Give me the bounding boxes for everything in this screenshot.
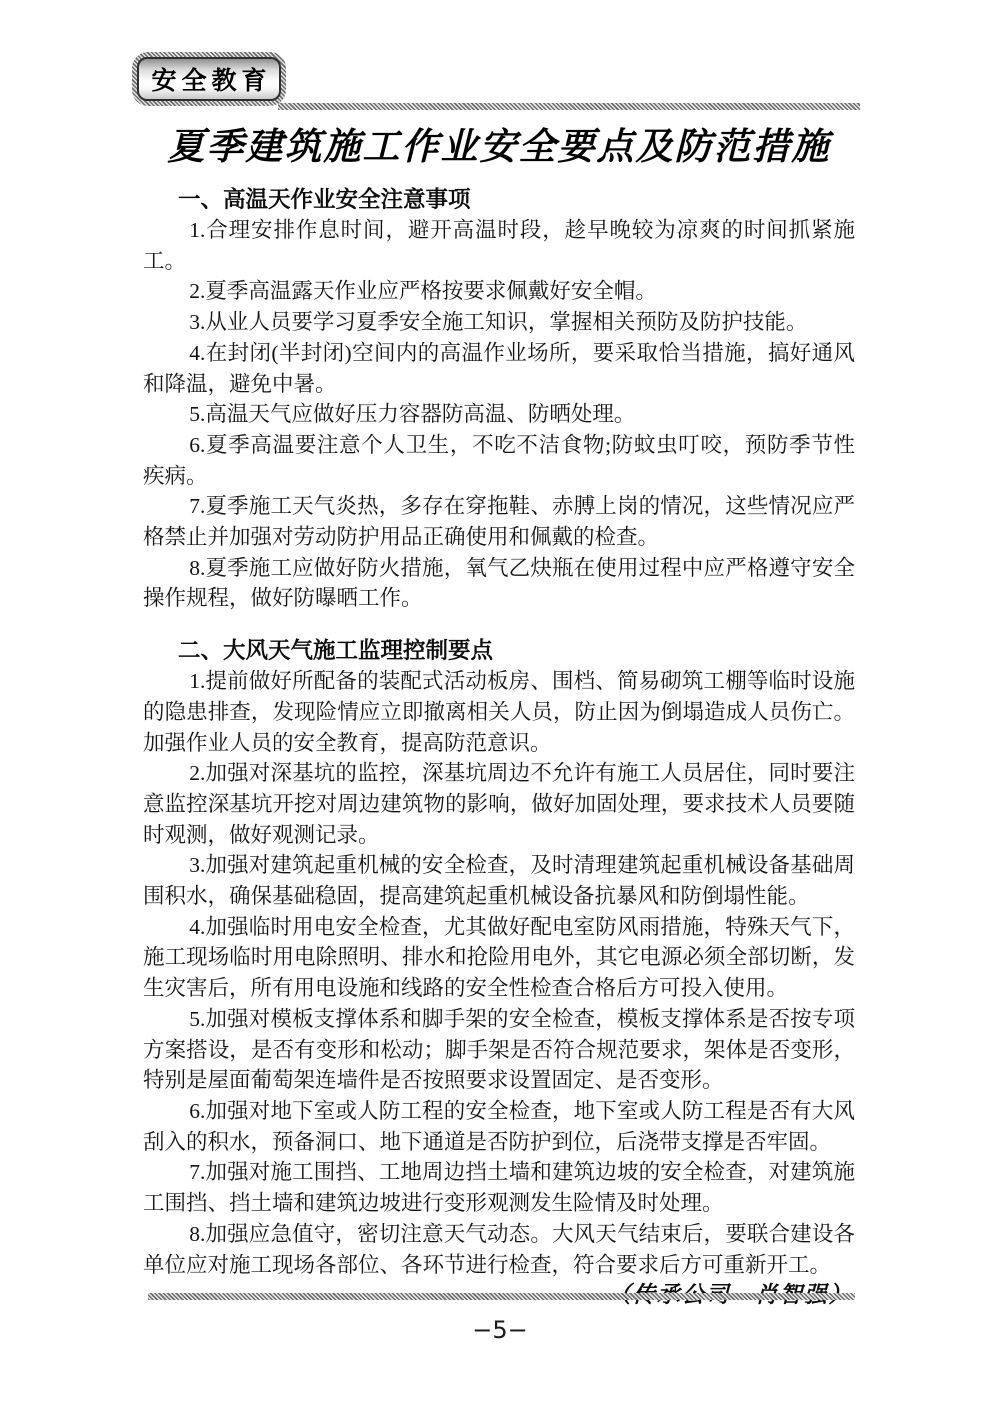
- document-title: 夏季建筑施工作业安全要点及防范措施: [167, 124, 831, 168]
- footer-rule: [148, 1293, 855, 1300]
- section-2-item-6: 6.加强对地下室或人防工程的安全检查，地下室或人防工程是否有大风刮入的积水，预备洞口、地下通道是否防护到位，后浇带支撑是否牢固。: [143, 1098, 855, 1154]
- section-1-item-6: 6.夏季高温要注意个人卫生，不吃不洁食物;防蚊虫叮咬，预防季节性疾病。: [143, 432, 855, 488]
- section-1-item-2: 2.夏季高温露天作业应严格按要求佩戴好安全帽。: [189, 279, 657, 304]
- section-2-item-4: 4.加强临时用电安全检查，尤其做好配电室防风雨措施，特殊天气下，施工现场临时用电除照明、排水和抢险用电外，其它电源必须全部切断，发生灾害后，所有用电设施和线路的安全性检查合格后方可投入使用。: [143, 914, 855, 1001]
- section-2-item-8: 8.加强应急值守，密切注意天气动态。大风天气结束后，要联合建设各单位应对施工现场各部位、各环节进行检查，符合要求后方可重新开工。: [143, 1221, 855, 1277]
- section-1-item-1: 1.合理安排作息时间，避开高温时段，趁早晚较为凉爽的时间抓紧施工。: [143, 218, 855, 273]
- safety-education-badge: [132, 52, 286, 106]
- section-2-heading: 二、大风天气施工监理控制要点: [178, 638, 494, 664]
- section-2-item-3: 3.加强对建筑起重机械的安全检查，及时清理建筑起重机械设备基础周围积水，确保基础稳固，提高建筑起重机械设备抗暴风和防倒塌性能。: [143, 853, 855, 909]
- section-strong-wind: [143, 635, 855, 1280]
- section-1-item-4: 4.在封闭(半封闭)空间内的高温作业场所，要采取恰当措施，搞好通风和降温，避免中暑。: [143, 340, 855, 396]
- badge-label: 安全教育: [137, 57, 281, 101]
- section-1-item-7: 7.夏季施工天气炎热，多存在穿拖鞋、赤膊上岗的情况，这些情况应严格禁止并加强对劳动防护用品正确使用和佩戴的检查。: [143, 494, 855, 550]
- section-1-item-3: 3.从业人员要学习夏季安全施工知识，掌握相关预防及防护技能。: [189, 310, 808, 335]
- section-1-item-8: 8.夏季施工应做好防火措施，氧气乙炔瓶在使用过程中应严格遵守安全操作规程，做好防曝晒工作。: [143, 555, 855, 611]
- section-2-item-2: 2.加强对深基坑的监控，深基坑周边不允许有施工人员居住，同时要注意监控深基坑开挖对周边建筑物的影响，做好加固处理，要求技术人员要随时观测，做好观测记录。: [143, 761, 855, 847]
- header-rule: [278, 103, 860, 110]
- document-content: [143, 122, 855, 1311]
- section-2-item-5: 5.加强对模板支撑体系和脚手架的安全检查，模板支撑体系是否按专项方案搭设，是否有变形和松动；脚手架是否符合规范要求，架体是否变形，特别是屋面葡萄架连墙件是否按照要求设置固定、是否变形。: [143, 1006, 855, 1093]
- page-number: −5−: [472, 1316, 528, 1344]
- section-high-temperature: [143, 184, 855, 614]
- section-2-item-7: 7.加强对施工围挡、工地周边挡土墙和建筑边坡的安全检查，对建筑施工围挡、挡土墙和建筑边坡进行变形观测发生险情及时处理。: [143, 1160, 855, 1216]
- section-1-item-5: 5.高温天气应做好压力容器防高温、防晒处理。: [189, 402, 636, 427]
- section-1-heading: 一、高温天作业安全注意事项: [178, 187, 471, 212]
- section-2-item-1: 1.提前做好所配备的装配式活动板房、围档、简易砌筑工棚等临时设施的隐患排查，发现险情应立即撤离相关人员，防止因为倒塌造成人员伤亡。加强作业人员的安全教育，提高防范意识。: [143, 669, 855, 755]
